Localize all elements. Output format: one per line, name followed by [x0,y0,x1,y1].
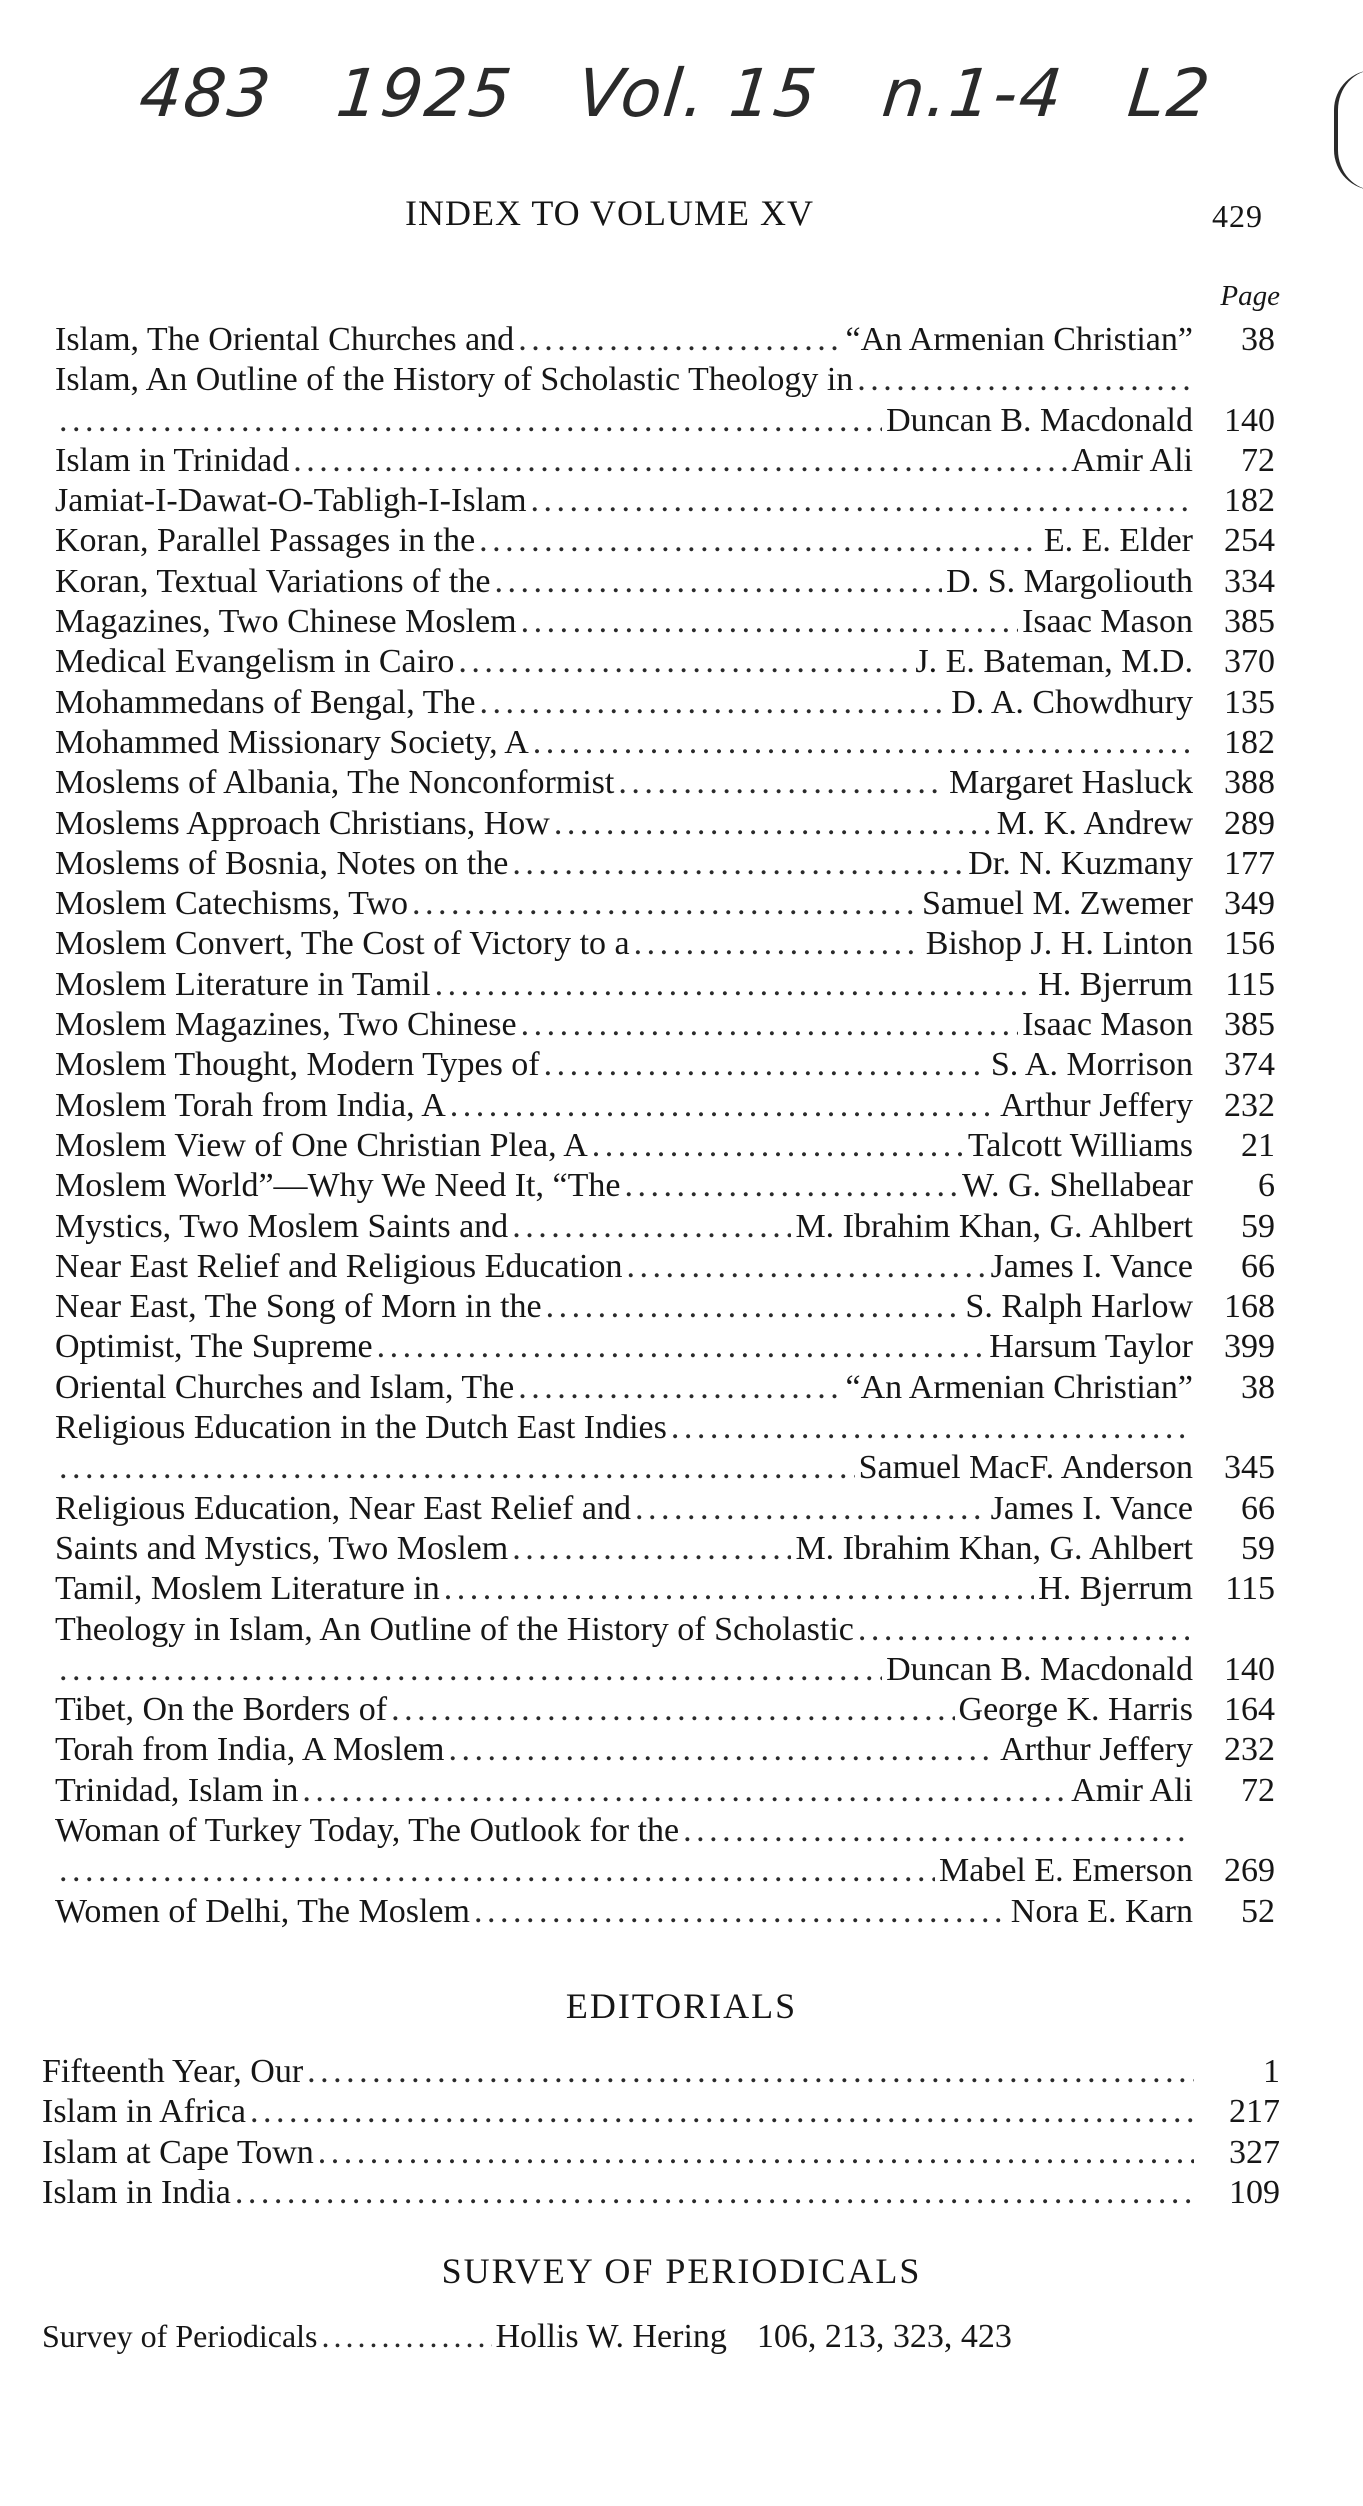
entry-page: 72 [1241,441,1275,479]
index-entry [55,844,1275,884]
entry-author: M. Ibrahim Khan, G. Ahlbert [795,1529,1193,1567]
entry-page: 1 [1263,2053,1280,2090]
entry-page: 385 [1224,603,1275,641]
leader-dots [512,1529,791,1569]
editorial-entry [42,2092,1280,2132]
entry-author: James I. Vance [990,1489,1193,1527]
entry-title: Islam in India [42,2173,231,2211]
entry-title: Torah from India, A Moslem [55,1731,445,1769]
editorial-entry [42,2133,1280,2173]
leader-dots [59,1650,882,1690]
entry-title: Moslem View of One Christian Plea, A [55,1126,588,1164]
entry-page: 182 [1224,482,1275,520]
entry-title: Koran, Textual Variations of the [55,562,491,600]
entry-title: Fifteenth Year, Our [42,2053,304,2090]
entry-title: Koran, Parallel Passages in the [55,522,476,560]
entry-author: Hollis W. Hering [495,2318,727,2355]
entry-page: 66 [1241,1247,1275,1285]
index-entry [55,1811,1275,1892]
index-entry [55,481,1275,521]
entry-page: 164 [1224,1691,1275,1729]
entry-author: Nora E. Karn [1010,1892,1193,1930]
entry-title: Woman of Turkey Today, The Outlook for the [55,1811,680,1849]
entry-page: 140 [1224,1650,1275,1688]
leader-dots [250,2092,1194,2132]
index-entry [55,320,1275,360]
entry-title: Mohammed Missionary Society, A [55,723,529,761]
leader-dots [59,1448,855,1488]
entry-title: Women of Delhi, The Moslem [55,1892,470,1930]
running-head [0,192,1363,242]
entry-title: Religious Education, Near East Relief and [55,1489,631,1527]
entry-author: George K. Harris [958,1691,1193,1729]
index-entry [55,521,1275,561]
entry-page: 109 [1229,2173,1280,2211]
entry-page: 269 [1224,1852,1275,1890]
leader-dots [554,804,993,844]
entry-title: Islam in Trinidad [55,441,290,479]
entry-author: Mabel E. Emerson [939,1852,1193,1890]
index-entry [55,360,1275,441]
leader-dots [322,2318,492,2355]
entry-title: Optimist, The Supreme [55,1328,373,1366]
entry-author: E. E. Elder [1043,522,1193,560]
index-entry [55,884,1275,924]
index-entry [55,1610,1275,1691]
entry-title: Moslem World”—Why We Need It, “The [55,1167,621,1205]
index-entry [55,1126,1275,1166]
leader-dots [391,1690,954,1730]
editorial-entry [42,2052,1280,2092]
entry-page: 334 [1224,562,1275,600]
index-entry [55,965,1275,1005]
leader-dots [618,763,945,803]
entry-author: Isaac Mason [1022,1006,1193,1044]
leader-dots [318,2133,1194,2173]
index-entry [55,723,1275,763]
entry-author: D. S. Margoliouth [946,562,1193,600]
entry-page: 232 [1224,1731,1275,1769]
leader-dots [683,1811,1189,1851]
leader-dots [512,1207,791,1247]
entry-page: 72 [1241,1771,1275,1809]
index-entry [55,642,1275,682]
entry-author: Margaret Hasluck [949,764,1193,802]
entry-author: Dr. N. Kuzmany [968,844,1193,882]
entry-page: 327 [1229,2133,1280,2171]
leader-dots [518,320,841,360]
entry-title: Near East Relief and Religious Education [55,1247,623,1285]
leader-dots [377,1327,986,1367]
entry-pages: 106, 213, 323, 423 [756,2318,1012,2355]
entry-title: Mystics, Two Moslem Saints and [55,1207,509,1245]
entry-page: 115 [1225,1570,1275,1608]
index-entry [55,1730,1275,1770]
leader-dots [302,1771,1067,1811]
entry-title: Oriental Churches and Islam, The [55,1368,515,1406]
entry-page: 289 [1224,804,1275,842]
index-entry [55,924,1275,964]
entry-title: Survey of Periodicals [42,2318,318,2354]
entry-page: 156 [1224,925,1275,963]
entry-title: Moslems of Albania, The Nonconformist [55,764,615,802]
entry-page: 385 [1224,1006,1275,1044]
page-column-label: Page [1220,280,1280,312]
leader-dots [592,1126,964,1166]
entry-author: Talcott Williams [967,1126,1193,1164]
leader-dots [235,2173,1194,2213]
entry-page: 254 [1224,522,1275,560]
entry-title: Moslems of Bosnia, Notes on the [55,844,509,882]
entry-title: Islam, The Oriental Churches and [55,321,515,358]
entry-page: 349 [1224,885,1275,923]
entry-author: S. A. Morrison [990,1046,1193,1084]
leader-dots [435,965,1035,1005]
entry-page: 59 [1241,1529,1275,1567]
entry-author: Samuel M. Zwemer [922,885,1193,923]
leader-dots [307,2052,1194,2092]
leader-dots [671,1408,1189,1448]
entry-page: 135 [1224,683,1275,721]
entry-author: Bishop J. H. Linton [925,925,1193,963]
index-entry [55,1569,1275,1609]
entry-page: 232 [1224,1086,1275,1124]
entry-page: 140 [1224,401,1275,439]
index-entry [55,1690,1275,1730]
index-entry [55,804,1275,844]
index-entry [55,441,1275,481]
leader-dots [858,1610,1189,1650]
leader-dots [444,1569,1034,1609]
index-entry [55,1005,1275,1045]
handwritten-part: Vol. 15 [573,55,822,132]
leader-dots [59,401,882,441]
index-entry [55,1771,1275,1811]
entry-title: Moslem Torah from India, A [55,1086,446,1124]
entry-author: Harsum Taylor [989,1328,1193,1366]
entry-page: 21 [1241,1126,1275,1164]
leader-dots [494,562,942,602]
handwritten-call-number [136,55,1363,132]
entry-author: Arthur Jeffery [1000,1731,1193,1769]
entry-author: M. Ibrahim Khan, G. Ahlbert [795,1207,1193,1245]
entry-title: Tibet, On the Borders of [55,1691,388,1729]
index-entry [55,1287,1275,1327]
entry-author: Amir Ali [1071,441,1193,479]
entry-author: “An Armenian Christian” [845,321,1193,358]
entry-title: Saints and Mystics, Two Moslem [55,1529,509,1567]
leader-dots [531,481,1189,521]
entry-title: Magazines, Two Chinese Moslem [55,603,517,641]
entry-author: Duncan B. Macdonald [886,1650,1193,1688]
entry-page: 52 [1241,1892,1275,1930]
entry-title: Islam at Cape Town [42,2133,314,2171]
entry-author: Isaac Mason [1022,603,1193,641]
handwritten-part: 1925 [332,55,517,132]
leader-dots [59,1851,935,1891]
entry-page: 177 [1224,844,1275,882]
entry-page: 217 [1229,2093,1280,2131]
survey-heading: SURVEY OF PERIODICALS [441,2251,922,2291]
leader-dots [544,1045,987,1085]
entry-author: Arthur Jeffery [1000,1086,1193,1124]
leader-dots [293,441,1067,481]
entry-title: Moslems Approach Christians, How [55,804,550,842]
leader-dots [458,642,911,682]
leader-dots [479,521,1040,561]
entry-author: James I. Vance [990,1247,1193,1285]
leader-dots [624,1166,958,1206]
entry-page: 115 [1225,965,1275,1003]
entry-page: 388 [1224,764,1275,802]
entry-author: Samuel MacF. Anderson [858,1449,1193,1487]
leader-dots [635,1489,987,1529]
index-entry [55,1892,1275,1932]
handwritten-part: L2 [1124,55,1216,132]
index-entry [55,1247,1275,1287]
entry-author: “An Armenian Christian” [845,1368,1193,1406]
entry-author: M. K. Andrew [996,804,1193,842]
index-entry [55,1327,1275,1367]
entry-title: Islam in Africa [42,2093,246,2131]
entry-page: 370 [1224,643,1275,681]
index-entry [55,1368,1275,1408]
index-entry [55,562,1275,602]
entry-page: 38 [1241,321,1275,358]
entry-title: Moslem Thought, Modern Types of [55,1046,540,1084]
entry-page: 59 [1241,1207,1275,1245]
leader-dots [546,1287,962,1327]
leader-dots [449,1730,997,1770]
entry-author: Duncan B. Macdonald [886,401,1193,439]
entry-author: H. Bjerrum [1038,1570,1193,1608]
index-entry [55,1529,1275,1569]
index-entry [55,763,1275,803]
index-entry [55,1086,1275,1126]
entry-author: D. A. Chowdhury [951,683,1193,721]
leader-dots [412,884,918,924]
leader-dots [521,602,1019,642]
entry-author: W. G. Shellabear [961,1167,1193,1205]
entry-title: Tamil, Moslem Literature in [55,1570,440,1608]
page-title: INDEX TO VOLUME XV [405,193,814,233]
entry-page: 66 [1241,1489,1275,1527]
leader-dots [521,1005,1019,1045]
index-entry [55,1408,1275,1489]
index-entry [55,683,1275,723]
index-entry [55,1045,1275,1085]
leader-dots [450,1086,996,1126]
editorial-entry [42,2173,1280,2213]
entry-title: Moslem Literature in Tamil [55,965,431,1003]
page-number: 429 [1212,198,1263,234]
handwritten-part: 483 [135,55,277,132]
index-entry [55,602,1275,642]
editorials-list [42,2052,1280,2213]
leader-dots [480,683,948,723]
leader-dots [626,1247,986,1287]
entry-page: 182 [1224,723,1275,761]
entry-title: Moslem Convert, The Cost of Victory to a [55,925,630,963]
entry-page: 6 [1258,1167,1275,1205]
entry-title: Islam, An Outline of the History of Scholastic Theology in [55,361,854,399]
entry-page: 374 [1224,1046,1275,1084]
index-entry [55,1166,1275,1206]
entry-title: Medical Evangelism in Cairo [55,643,455,681]
entry-author: H. Bjerrum [1038,965,1193,1003]
leader-dots [634,924,922,964]
index-list [55,320,1275,1932]
entry-author: J. E. Bateman, M.D. [915,643,1193,681]
leader-dots [533,723,1189,763]
index-entry [55,1489,1275,1529]
survey-entry [42,2318,1282,2356]
entry-page: 345 [1224,1449,1275,1487]
leader-dots [474,1892,1007,1932]
index-entry [55,1207,1275,1247]
entry-title: Religious Education in the Dutch East Indies [55,1409,667,1447]
entry-author: S. Ralph Harlow [965,1288,1193,1326]
leader-dots [512,844,964,884]
handwritten-part: n.1-4 [878,55,1068,132]
entry-page: 38 [1241,1368,1275,1406]
entry-title: Jamiat-I-Dawat-O-Tabligh-I-Islam [55,482,527,520]
leader-dots [518,1368,841,1408]
entry-title: Theology in Islam, An Outline of the History of Scholastic [55,1610,854,1648]
leader-dots [857,360,1189,400]
entry-title: Moslem Magazines, Two Chinese [55,1006,517,1044]
entry-title: Mohammedans of Bengal, The [55,683,476,721]
entry-title: Moslem Catechisms, Two [55,885,409,923]
editorials-heading: EDITORIALS [565,1986,798,2026]
entry-title: Trinidad, Islam in [55,1771,299,1809]
entry-page: 168 [1224,1288,1275,1326]
entry-title: Near East, The Song of Morn in the [55,1288,542,1326]
entry-page: 399 [1224,1328,1275,1366]
entry-author: Amir Ali [1071,1771,1193,1809]
